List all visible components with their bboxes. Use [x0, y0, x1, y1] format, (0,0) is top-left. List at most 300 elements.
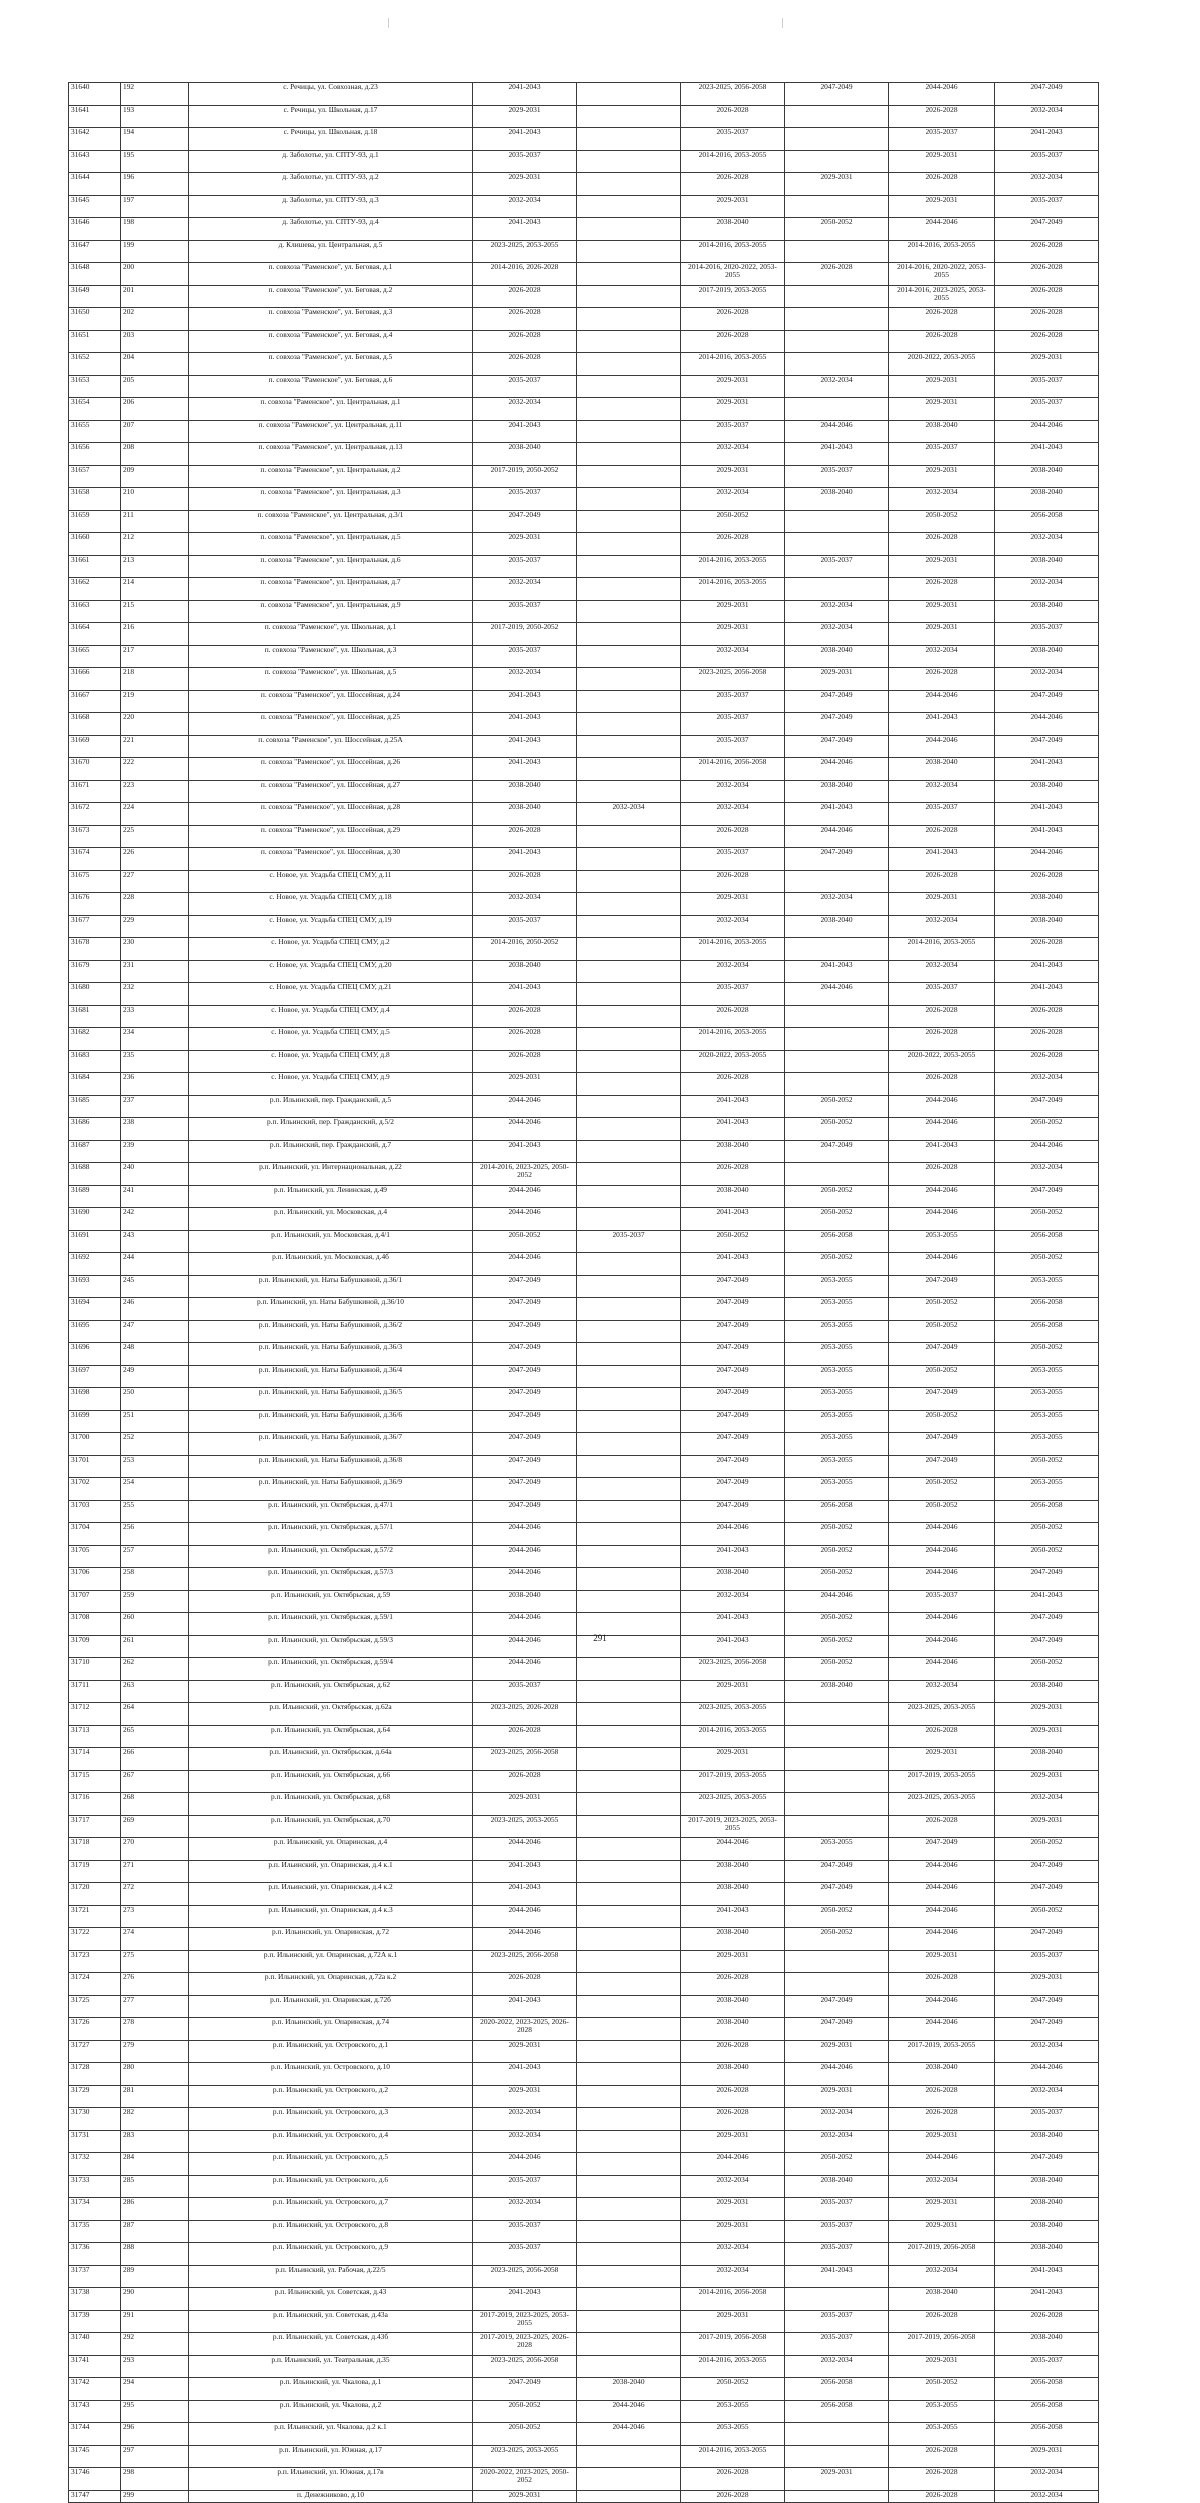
- table-row: [69, 240, 1099, 263]
- period-elevator-cell: 2044-2046: [785, 983, 889, 1006]
- period-basement-cell: 2050-2052: [889, 1365, 995, 1388]
- row-number-cell: 205: [121, 375, 189, 398]
- period-elevator-cell: 2050-2052: [785, 1658, 889, 1681]
- registry-number-cell: 31692: [69, 1253, 121, 1276]
- row-number-cell: 247: [121, 1320, 189, 1343]
- table-row: [69, 2243, 1099, 2266]
- period-roof-cell: 2026-2028: [473, 1050, 577, 1073]
- period-facade-cell: [577, 960, 681, 983]
- period-basement-cell: 2023-2025, 2053-2055: [889, 1703, 995, 1726]
- period-engineering-cell: 2026-2028: [681, 330, 785, 353]
- period-basement-cell: 2026-2028: [889, 870, 995, 893]
- registry-number-cell: 31704: [69, 1523, 121, 1546]
- period-elevator-cell: [785, 1028, 889, 1051]
- period-facade-cell: [577, 2018, 681, 2041]
- row-number-cell: 217: [121, 645, 189, 668]
- row-number-cell: 194: [121, 128, 189, 151]
- registry-number-cell: 31669: [69, 735, 121, 758]
- table-row: [69, 1770, 1099, 1793]
- row-number-cell: 209: [121, 465, 189, 488]
- period-basement-cell: 2014-2016, 2053-2055: [889, 938, 995, 961]
- period-basement-cell: 2044-2046: [889, 1118, 995, 1141]
- address-cell: п. совхоза "Раменское", ул. Шоссейная, д.28: [189, 803, 473, 826]
- period-foundation-cell: 2041-2043: [995, 960, 1099, 983]
- period-roof-cell: 2041-2043: [473, 83, 577, 106]
- address-cell: п. совхоза "Раменское", ул. Шоссейная, д.27: [189, 780, 473, 803]
- period-engineering-cell: 2047-2049: [681, 1298, 785, 1321]
- table-row: [69, 1118, 1099, 1141]
- table-row: [69, 1050, 1099, 1073]
- registry-number-cell: 31720: [69, 1883, 121, 1906]
- address-cell: п. совхоза "Раменское", ул. Центральная, д.1: [189, 398, 473, 421]
- registry-number-cell: 31642: [69, 128, 121, 151]
- registry-number-cell: 31715: [69, 1770, 121, 1793]
- period-foundation-cell: 2047-2049: [995, 1568, 1099, 1591]
- period-roof-cell: 2023-2025, 2056-2058: [473, 2265, 577, 2288]
- period-facade-cell: [577, 285, 681, 308]
- period-elevator-cell: [785, 308, 889, 331]
- address-cell: с. Новое, ул. Усадьба СПЕЦ СМУ, д.18: [189, 893, 473, 916]
- period-roof-cell: 2038-2040: [473, 803, 577, 826]
- period-foundation-cell: 2038-2040: [995, 465, 1099, 488]
- period-engineering-cell: 2053-2055: [681, 2400, 785, 2423]
- table-row: [69, 443, 1099, 466]
- period-engineering-cell: 2050-2052: [681, 510, 785, 533]
- period-facade-cell: [577, 1388, 681, 1411]
- row-number-cell: 294: [121, 2378, 189, 2401]
- period-roof-cell: 2026-2028: [473, 1005, 577, 1028]
- period-elevator-cell: 2053-2055: [785, 1320, 889, 1343]
- registry-number-cell: 31746: [69, 2468, 121, 2491]
- period-basement-cell: 2044-2046: [889, 1568, 995, 1591]
- row-number-cell: 195: [121, 150, 189, 173]
- row-number-cell: 249: [121, 1365, 189, 1388]
- period-roof-cell: 2017-2019, 2023-2025, 2026-2028: [473, 2333, 577, 2356]
- period-roof-cell: 2038-2040: [473, 960, 577, 983]
- row-number-cell: 264: [121, 1703, 189, 1726]
- registry-number-cell: 31679: [69, 960, 121, 983]
- period-elevator-cell: 2041-2043: [785, 2265, 889, 2288]
- period-basement-cell: 2026-2028: [889, 1028, 995, 1051]
- registry-number-cell: 31714: [69, 1748, 121, 1771]
- period-facade-cell: 2044-2046: [577, 2423, 681, 2446]
- table-row: [69, 2378, 1099, 2401]
- period-basement-cell: 2026-2028: [889, 2108, 995, 2131]
- period-elevator-cell: 2056-2058: [785, 1230, 889, 1253]
- address-cell: р.п. Ильинский, ул. Октябрьская, д.57/2: [189, 1545, 473, 1568]
- period-basement-cell: 2044-2046: [889, 1995, 995, 2018]
- address-cell: р.п. Ильинский, ул. Советская, д.43б: [189, 2333, 473, 2356]
- period-foundation-cell: 2047-2049: [995, 1185, 1099, 1208]
- table-row: [69, 960, 1099, 983]
- period-foundation-cell: 2029-2031: [995, 1973, 1099, 1996]
- period-foundation-cell: 2029-2031: [995, 2445, 1099, 2468]
- period-engineering-cell: 2023-2025, 2053-2055: [681, 1703, 785, 1726]
- period-facade-cell: [577, 1545, 681, 1568]
- address-cell: р.п. Ильинский, ул. Наты Бабушкиной, д.36/5: [189, 1388, 473, 1411]
- period-roof-cell: 2029-2031: [473, 173, 577, 196]
- period-facade-cell: [577, 150, 681, 173]
- period-engineering-cell: 2029-2031: [681, 623, 785, 646]
- registry-number-cell: 31682: [69, 1028, 121, 1051]
- period-foundation-cell: 2026-2028: [995, 938, 1099, 961]
- period-facade-cell: [577, 2445, 681, 2468]
- period-engineering-cell: 2041-2043: [681, 1545, 785, 1568]
- address-cell: с. Новое, ул. Усадьба СПЕЦ СМУ, д.20: [189, 960, 473, 983]
- period-foundation-cell: 2032-2034: [995, 1073, 1099, 1096]
- period-foundation-cell: 2050-2052: [995, 1905, 1099, 1928]
- period-elevator-cell: 2056-2058: [785, 2400, 889, 2423]
- address-cell: р.п. Ильинский, ул. Наты Бабушкиной, д.36/1: [189, 1275, 473, 1298]
- registry-number-cell: 31694: [69, 1298, 121, 1321]
- row-number-cell: 243: [121, 1230, 189, 1253]
- row-number-cell: 279: [121, 2040, 189, 2063]
- period-basement-cell: 2029-2031: [889, 398, 995, 421]
- table-row: [69, 1860, 1099, 1883]
- table-row: [69, 915, 1099, 938]
- period-facade-cell: [577, 1320, 681, 1343]
- period-engineering-cell: 2032-2034: [681, 488, 785, 511]
- period-facade-cell: [577, 825, 681, 848]
- period-basement-cell: 2035-2037: [889, 983, 995, 1006]
- period-foundation-cell: 2038-2040: [995, 488, 1099, 511]
- period-basement-cell: 2044-2046: [889, 2153, 995, 2176]
- period-engineering-cell: 2041-2043: [681, 1613, 785, 1636]
- period-engineering-cell: 2032-2034: [681, 780, 785, 803]
- period-basement-cell: 2050-2052: [889, 1298, 995, 1321]
- period-facade-cell: [577, 533, 681, 556]
- period-roof-cell: 2044-2046: [473, 1095, 577, 1118]
- period-engineering-cell: 2026-2028: [681, 825, 785, 848]
- table-row: [69, 1658, 1099, 1681]
- table-row: [69, 128, 1099, 151]
- period-facade-cell: [577, 870, 681, 893]
- period-basement-cell: 2026-2028: [889, 668, 995, 691]
- period-facade-cell: [577, 2130, 681, 2153]
- period-basement-cell: 2017-2019, 2056-2058: [889, 2333, 995, 2356]
- address-cell: с. Новое, ул. Усадьба СПЕЦ СМУ, д.4: [189, 1005, 473, 1028]
- address-cell: р.п. Ильинский, ул. Октябрьская, д.59/4: [189, 1658, 473, 1681]
- registry-number-cell: 31695: [69, 1320, 121, 1343]
- period-roof-cell: 2014-2016, 2023-2025, 2050-2052: [473, 1163, 577, 1186]
- period-engineering-cell: 2014-2016, 2056-2058: [681, 2288, 785, 2311]
- table-row: [69, 555, 1099, 578]
- address-cell: р.п. Ильинский, ул. Наты Бабушкиной, д.36/6: [189, 1410, 473, 1433]
- period-facade-cell: 2038-2040: [577, 2378, 681, 2401]
- period-foundation-cell: 2038-2040: [995, 915, 1099, 938]
- period-engineering-cell: 2032-2034: [681, 803, 785, 826]
- period-engineering-cell: 2014-2016, 2053-2055: [681, 353, 785, 376]
- table-row: [69, 353, 1099, 376]
- period-roof-cell: 2026-2028: [473, 1725, 577, 1748]
- period-foundation-cell: 2035-2037: [995, 623, 1099, 646]
- address-cell: р.п. Ильинский, ул. Московская, д.4б: [189, 1253, 473, 1276]
- period-facade-cell: [577, 2063, 681, 2086]
- period-facade-cell: [577, 443, 681, 466]
- table-row: [69, 825, 1099, 848]
- row-number-cell: 296: [121, 2423, 189, 2446]
- period-basement-cell: 2029-2031: [889, 465, 995, 488]
- address-cell: р.п. Ильинский, ул. Октябрьская, д.68: [189, 1793, 473, 1816]
- period-foundation-cell: 2032-2034: [995, 2490, 1099, 2502]
- period-foundation-cell: 2035-2037: [995, 195, 1099, 218]
- period-elevator-cell: 2053-2055: [785, 1433, 889, 1456]
- registry-number-cell: 31702: [69, 1478, 121, 1501]
- registry-number-cell: 31666: [69, 668, 121, 691]
- address-cell: р.п. Ильинский, ул. Московская, д.4: [189, 1208, 473, 1231]
- period-engineering-cell: 2029-2031: [681, 398, 785, 421]
- period-engineering-cell: 2041-2043: [681, 1635, 785, 1658]
- registry-number-cell: 31730: [69, 2108, 121, 2131]
- row-number-cell: 234: [121, 1028, 189, 1051]
- row-number-cell: 222: [121, 758, 189, 781]
- period-elevator-cell: 2035-2037: [785, 2310, 889, 2333]
- period-foundation-cell: 2050-2052: [995, 1658, 1099, 1681]
- table-row: [69, 1410, 1099, 1433]
- registry-number-cell: 31663: [69, 600, 121, 623]
- period-foundation-cell: 2035-2037: [995, 1950, 1099, 1973]
- period-elevator-cell: [785, 1163, 889, 1186]
- row-number-cell: 246: [121, 1298, 189, 1321]
- period-foundation-cell: 2050-2052: [995, 1118, 1099, 1141]
- period-engineering-cell: 2047-2049: [681, 1500, 785, 1523]
- period-foundation-cell: 2053-2055: [995, 1433, 1099, 1456]
- row-number-cell: 292: [121, 2333, 189, 2356]
- period-roof-cell: 2020-2022, 2023-2025, 2050-2052: [473, 2468, 577, 2491]
- address-cell: р.п. Ильинский, ул. Чкалова, д.2 к.1: [189, 2423, 473, 2446]
- period-roof-cell: 2050-2052: [473, 1230, 577, 1253]
- period-facade-cell: [577, 1298, 681, 1321]
- period-foundation-cell: 2032-2034: [995, 533, 1099, 556]
- address-cell: р.п. Ильинский, ул. Октябрьская, д.64: [189, 1725, 473, 1748]
- period-engineering-cell: 2032-2034: [681, 2265, 785, 2288]
- period-roof-cell: 2041-2043: [473, 690, 577, 713]
- period-basement-cell: 2026-2028: [889, 2490, 995, 2502]
- period-elevator-cell: 2032-2034: [785, 375, 889, 398]
- period-foundation-cell: 2026-2028: [995, 1050, 1099, 1073]
- period-basement-cell: 2026-2028: [889, 1163, 995, 1186]
- address-cell: р.п. Ильинский, ул. Островского, д.1: [189, 2040, 473, 2063]
- period-facade-cell: [577, 915, 681, 938]
- period-foundation-cell: 2047-2049: [995, 1883, 1099, 1906]
- period-elevator-cell: 2050-2052: [785, 1613, 889, 1636]
- registry-number-cell: 31676: [69, 893, 121, 916]
- table-row: [69, 1478, 1099, 1501]
- period-engineering-cell: 2014-2016, 2053-2055: [681, 578, 785, 601]
- period-engineering-cell: 2032-2034: [681, 1590, 785, 1613]
- period-roof-cell: 2017-2019, 2023-2025, 2053-2055: [473, 2310, 577, 2333]
- registry-number-cell: 31738: [69, 2288, 121, 2311]
- table-row: [69, 105, 1099, 128]
- address-cell: р.п. Ильинский, ул. Наты Бабушкиной, д.36/9: [189, 1478, 473, 1501]
- registry-number-cell: 31673: [69, 825, 121, 848]
- period-engineering-cell: 2041-2043: [681, 1253, 785, 1276]
- period-foundation-cell: 2056-2058: [995, 510, 1099, 533]
- period-foundation-cell: 2050-2052: [995, 1253, 1099, 1276]
- period-basement-cell: 2026-2028: [889, 825, 995, 848]
- period-elevator-cell: [785, 240, 889, 263]
- period-facade-cell: [577, 2265, 681, 2288]
- period-roof-cell: 2047-2049: [473, 1478, 577, 1501]
- address-cell: р.п. Ильинский, ул. Советская, д.43: [189, 2288, 473, 2311]
- period-facade-cell: [577, 1523, 681, 1546]
- period-basement-cell: 2044-2046: [889, 1928, 995, 1951]
- period-engineering-cell: 2047-2049: [681, 1388, 785, 1411]
- row-number-cell: 275: [121, 1950, 189, 1973]
- period-elevator-cell: 2032-2034: [785, 893, 889, 916]
- period-basement-cell: 2035-2037: [889, 803, 995, 826]
- period-foundation-cell: 2026-2028: [995, 1005, 1099, 1028]
- row-number-cell: 251: [121, 1410, 189, 1433]
- table-row: [69, 150, 1099, 173]
- period-basement-cell: 2029-2031: [889, 623, 995, 646]
- period-elevator-cell: 2032-2034: [785, 2130, 889, 2153]
- period-elevator-cell: [785, 150, 889, 173]
- registry-number-cell: 31701: [69, 1455, 121, 1478]
- period-elevator-cell: 2038-2040: [785, 488, 889, 511]
- address-cell: п. совхоза "Раменское", ул. Шоссейная, д.25А: [189, 735, 473, 758]
- table-row: [69, 1748, 1099, 1771]
- table-row: [69, 1950, 1099, 1973]
- registry-number-cell: 31657: [69, 465, 121, 488]
- period-basement-cell: 2023-2025, 2053-2055: [889, 1793, 995, 1816]
- period-facade-cell: 2035-2037: [577, 1230, 681, 1253]
- table-body: [69, 83, 1099, 2503]
- table-row: [69, 2198, 1099, 2221]
- table-row: [69, 1163, 1099, 1186]
- row-number-cell: 238: [121, 1118, 189, 1141]
- period-foundation-cell: 2038-2040: [995, 1748, 1099, 1771]
- period-roof-cell: 2035-2037: [473, 2175, 577, 2198]
- table-row: [69, 2468, 1099, 2491]
- period-facade-cell: [577, 2108, 681, 2131]
- registry-number-cell: 31734: [69, 2198, 121, 2221]
- registry-number-cell: 31690: [69, 1208, 121, 1231]
- table-row: [69, 1703, 1099, 1726]
- period-roof-cell: 2044-2046: [473, 1253, 577, 1276]
- period-engineering-cell: 2047-2049: [681, 1365, 785, 1388]
- period-basement-cell: 2053-2055: [889, 2423, 995, 2446]
- registry-number-cell: 31743: [69, 2400, 121, 2423]
- period-elevator-cell: [785, 105, 889, 128]
- address-cell: р.п. Ильинский, ул. Московская, д.4/1: [189, 1230, 473, 1253]
- period-elevator-cell: 2050-2052: [785, 1905, 889, 1928]
- period-foundation-cell: 2038-2040: [995, 2130, 1099, 2153]
- row-number-cell: 224: [121, 803, 189, 826]
- period-engineering-cell: 2026-2028: [681, 1073, 785, 1096]
- period-engineering-cell: 2026-2028: [681, 870, 785, 893]
- table-row: [69, 2108, 1099, 2131]
- period-elevator-cell: [785, 398, 889, 421]
- period-foundation-cell: 2032-2034: [995, 105, 1099, 128]
- period-elevator-cell: 2029-2031: [785, 2085, 889, 2108]
- period-elevator-cell: [785, 1050, 889, 1073]
- period-elevator-cell: 2053-2055: [785, 1365, 889, 1388]
- period-basement-cell: 2029-2031: [889, 893, 995, 916]
- period-foundation-cell: 2041-2043: [995, 758, 1099, 781]
- registry-number-cell: 31707: [69, 1590, 121, 1613]
- period-facade-cell: [577, 173, 681, 196]
- period-foundation-cell: 2044-2046: [995, 848, 1099, 871]
- period-foundation-cell: 2035-2037: [995, 2355, 1099, 2378]
- period-engineering-cell: 2026-2028: [681, 2040, 785, 2063]
- period-facade-cell: [577, 555, 681, 578]
- period-foundation-cell: 2047-2049: [995, 2018, 1099, 2041]
- row-number-cell: 289: [121, 2265, 189, 2288]
- table-row: [69, 1455, 1099, 1478]
- address-cell: р.п. Ильинский, ул. Чкалова, д.2: [189, 2400, 473, 2423]
- table-row: [69, 173, 1099, 196]
- row-number-cell: 227: [121, 870, 189, 893]
- period-engineering-cell: 2023-2025, 2053-2055: [681, 1793, 785, 1816]
- period-foundation-cell: 2029-2031: [995, 1725, 1099, 1748]
- registry-number-cell: 31668: [69, 713, 121, 736]
- address-cell: п. совхоза "Раменское", ул. Центральная, д.3/1: [189, 510, 473, 533]
- address-cell: р.п. Ильинский, ул. Октябрьская, д.47/1: [189, 1500, 473, 1523]
- registry-number-cell: 31659: [69, 510, 121, 533]
- address-cell: р.п. Ильинский, ул. Наты Бабушкиной, д.36/3: [189, 1343, 473, 1366]
- address-cell: р.п. Ильинский, ул. Интернациональная, д.22: [189, 1163, 473, 1186]
- period-basement-cell: 2029-2031: [889, 375, 995, 398]
- period-roof-cell: 2029-2031: [473, 1073, 577, 1096]
- period-facade-cell: [577, 1208, 681, 1231]
- period-foundation-cell: 2032-2034: [995, 2468, 1099, 2491]
- period-facade-cell: [577, 2468, 681, 2491]
- period-roof-cell: 2035-2037: [473, 488, 577, 511]
- row-number-cell: 215: [121, 600, 189, 623]
- period-engineering-cell: 2032-2034: [681, 443, 785, 466]
- period-basement-cell: 2026-2028: [889, 2468, 995, 2491]
- period-basement-cell: 2026-2028: [889, 1073, 995, 1096]
- period-roof-cell: 2026-2028: [473, 825, 577, 848]
- address-cell: р.п. Ильинский, ул. Октябрьская, д.70: [189, 1815, 473, 1838]
- row-number-cell: 248: [121, 1343, 189, 1366]
- period-basement-cell: 2026-2028: [889, 1815, 995, 1838]
- period-elevator-cell: 2035-2037: [785, 555, 889, 578]
- registry-number-cell: 31697: [69, 1365, 121, 1388]
- period-foundation-cell: 2026-2028: [995, 330, 1099, 353]
- period-elevator-cell: [785, 330, 889, 353]
- row-number-cell: 219: [121, 690, 189, 713]
- table-row: [69, 578, 1099, 601]
- table-row: [69, 1568, 1099, 1591]
- address-cell: р.п. Ильинский, ул. Островского, д.3: [189, 2108, 473, 2131]
- address-cell: р.п. Ильинский, ул. Островского, д.8: [189, 2220, 473, 2243]
- period-elevator-cell: [785, 2445, 889, 2468]
- period-basement-cell: 2044-2046: [889, 1613, 995, 1636]
- period-engineering-cell: 2038-2040: [681, 1860, 785, 1883]
- period-roof-cell: 2047-2049: [473, 510, 577, 533]
- period-engineering-cell: 2032-2034: [681, 960, 785, 983]
- period-engineering-cell: 2029-2031: [681, 2220, 785, 2243]
- period-engineering-cell: 2032-2034: [681, 645, 785, 668]
- period-facade-cell: [577, 1658, 681, 1681]
- table-row: [69, 2400, 1099, 2423]
- row-number-cell: 255: [121, 1500, 189, 1523]
- period-roof-cell: 2047-2049: [473, 1410, 577, 1433]
- table-row: [69, 983, 1099, 1006]
- period-basement-cell: 2032-2034: [889, 2265, 995, 2288]
- row-number-cell: 270: [121, 1838, 189, 1861]
- period-foundation-cell: 2053-2055: [995, 1478, 1099, 1501]
- row-number-cell: 259: [121, 1590, 189, 1613]
- period-facade-cell: [577, 128, 681, 151]
- period-engineering-cell: 2029-2031: [681, 600, 785, 623]
- address-cell: р.п. Ильинский, ул. Октябрьская, д.62а: [189, 1703, 473, 1726]
- period-roof-cell: 2047-2049: [473, 1365, 577, 1388]
- table-row: [69, 1680, 1099, 1703]
- period-roof-cell: 2041-2043: [473, 713, 577, 736]
